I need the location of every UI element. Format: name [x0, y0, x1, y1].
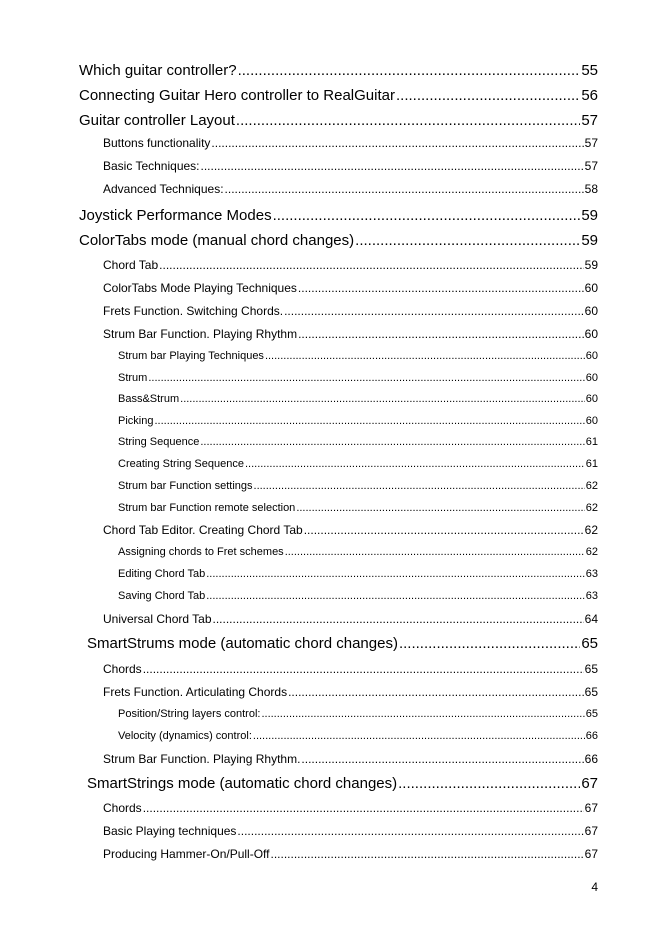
toc-entry-title: Buttons functionality — [103, 136, 211, 150]
toc-entry-title: Assigning chords to Fret schemes — [118, 546, 284, 558]
toc-leader — [298, 281, 584, 295]
toc-entry-title: Which guitar controller? — [79, 62, 237, 79]
toc-entry[interactable] — [118, 590, 598, 602]
toc-entry[interactable] — [103, 801, 598, 815]
toc-leader — [200, 436, 584, 448]
toc-entry-page: 59 — [581, 232, 598, 249]
toc-entry-title: Universal Chord Tab — [103, 612, 212, 626]
toc-entry[interactable] — [103, 752, 598, 766]
toc-entry-title: Position/String layers control: — [118, 708, 261, 720]
toc-entry[interactable] — [118, 393, 598, 405]
toc-leader — [285, 546, 585, 558]
toc-leader — [213, 612, 584, 626]
toc-entry-page: 56 — [581, 87, 598, 104]
toc-entry-title: Advanced Techniques: — [103, 182, 224, 196]
toc-leader — [238, 62, 581, 79]
toc-entry-page: 61 — [585, 436, 598, 448]
toc-entry-title: Strum Bar Function. Playing Rhythm. — [103, 752, 301, 766]
toc-entry[interactable] — [103, 847, 598, 861]
toc-entry-page: 63 — [585, 568, 598, 580]
toc-entry-page: 61 — [585, 458, 598, 470]
toc-entry-page: 57 — [581, 112, 598, 129]
toc-entry[interactable] — [103, 304, 598, 318]
toc-entry[interactable] — [103, 662, 598, 676]
toc-entry-page: 66 — [584, 752, 598, 766]
toc-entry-page: 65 — [584, 685, 598, 699]
toc-entry-page: 60 — [585, 415, 598, 427]
toc-entry-page: 65 — [585, 708, 598, 720]
toc-entry-title: Guitar controller Layout — [79, 112, 235, 129]
toc-entry[interactable] — [103, 824, 598, 838]
toc-entry-title: Chords — [103, 662, 142, 676]
toc-entry[interactable] — [118, 480, 598, 492]
page-number: 4 — [591, 880, 598, 894]
toc-entry-page: 55 — [581, 62, 598, 79]
toc-leader — [399, 635, 580, 652]
toc-entry-title: Creating String Sequence — [118, 458, 244, 470]
toc-leader — [271, 847, 584, 861]
toc-entry[interactable] — [87, 775, 598, 792]
toc-entry-title: Velocity (dynamics) control: — [118, 730, 252, 742]
toc-entry[interactable] — [118, 730, 598, 742]
toc-entry-title: Connecting Guitar Hero controller to RealGuitar — [79, 87, 395, 104]
toc-entry-title: Picking — [118, 415, 154, 427]
toc-entry-title: String Sequence — [118, 436, 200, 448]
toc-entry-page: 60 — [585, 350, 598, 362]
toc-entry[interactable] — [103, 685, 598, 699]
toc-leader — [265, 350, 585, 362]
toc-entry-title: Strum bar Function settings — [118, 480, 253, 492]
toc-entry[interactable] — [118, 458, 598, 470]
toc-entry-title: Basic Playing techniques — [103, 824, 237, 838]
toc-entry-page: 59 — [584, 258, 598, 272]
toc-entry[interactable] — [118, 372, 598, 384]
toc-entry[interactable] — [79, 62, 598, 79]
toc-leader — [201, 159, 584, 173]
toc-entry-title: Producing Hammer-On/Pull-Off — [103, 847, 270, 861]
toc-entry-title: ColorTabs mode (manual chord changes) — [79, 232, 355, 249]
toc-leader — [273, 207, 581, 224]
toc-entry[interactable] — [118, 436, 598, 448]
toc-entry-title: Frets Function. Switching Chords. — [103, 304, 284, 318]
toc-leader — [148, 372, 584, 384]
toc-leader — [225, 182, 584, 196]
toc-leader — [143, 801, 584, 815]
toc-entry-page: 64 — [584, 612, 598, 626]
toc-entry-page: 60 — [585, 372, 598, 384]
toc-entry-page: 62 — [585, 480, 598, 492]
toc-leader — [355, 232, 580, 249]
toc-entry[interactable] — [103, 159, 598, 173]
toc-entry-title: Strum bar Playing Techniques — [118, 350, 264, 362]
toc-entry-page: 57 — [584, 159, 598, 173]
toc-leader — [396, 87, 580, 104]
toc-entry[interactable] — [103, 182, 598, 196]
toc-entry[interactable] — [118, 415, 598, 427]
toc-entry[interactable] — [87, 635, 598, 652]
toc-entry[interactable] — [103, 327, 598, 341]
toc-entry[interactable] — [103, 612, 598, 626]
toc-entry-title: Basic Techniques: — [103, 159, 200, 173]
toc-entry-page: 65 — [584, 662, 598, 676]
toc-leader — [301, 752, 583, 766]
toc-entry[interactable] — [79, 87, 598, 104]
toc-entry-page: 60 — [584, 281, 598, 295]
toc-leader — [211, 136, 583, 150]
toc-leader — [236, 112, 580, 129]
toc-leader — [304, 523, 584, 537]
toc-entry-page: 60 — [585, 393, 598, 405]
toc-entry-page: 67 — [584, 824, 598, 838]
toc-entry-page: 62 — [584, 523, 598, 537]
toc-entry-title: Joystick Performance Modes — [79, 207, 272, 224]
toc-leader — [159, 258, 583, 272]
toc-leader — [206, 568, 585, 580]
toc-entry[interactable] — [103, 523, 598, 537]
toc-leader — [143, 662, 584, 676]
toc-entry-title: Chord Tab Editor. Creating Chord Tab — [103, 523, 303, 537]
toc-entry-page: 57 — [584, 136, 598, 150]
toc-leader — [206, 590, 585, 602]
toc-leader — [180, 393, 585, 405]
toc-entry-title: Strum Bar Function. Playing Rhythm — [103, 327, 298, 341]
toc-entry-page: 62 — [585, 546, 598, 558]
toc-entry-title: Strum bar Function remote selection — [118, 502, 296, 514]
toc-entry-page: 67 — [584, 847, 598, 861]
toc-entry[interactable] — [103, 136, 598, 150]
toc-entry[interactable] — [118, 568, 598, 580]
toc-entry[interactable] — [103, 281, 598, 295]
toc-entry-page: 62 — [585, 502, 598, 514]
toc-entry-title: Saving Chord Tab — [118, 590, 206, 602]
toc-entry-title: SmartStrums mode (automatic chord changes) — [87, 635, 398, 652]
toc-entry-page: 60 — [584, 304, 598, 318]
toc-entry[interactable] — [79, 112, 598, 129]
toc-entry-title: Frets Function. Articulating Chords — [103, 685, 288, 699]
toc-leader — [254, 480, 585, 492]
toc-leader — [398, 775, 580, 792]
toc-entry-title: Bass&Strum — [118, 393, 180, 405]
toc-entry[interactable] — [118, 708, 598, 720]
toc-entry-page: 65 — [581, 635, 598, 652]
toc-leader — [296, 502, 584, 514]
toc-leader — [284, 304, 584, 318]
toc-leader — [298, 327, 584, 341]
toc-entry-page: 66 — [585, 730, 598, 742]
toc-entry-page: 60 — [584, 327, 598, 341]
toc-leader — [154, 415, 584, 427]
toc-entry-title: Chords — [103, 801, 142, 815]
toc-entry[interactable] — [118, 546, 598, 558]
toc-entry[interactable] — [118, 502, 598, 514]
toc-entry[interactable] — [79, 207, 598, 224]
toc-leader — [288, 685, 584, 699]
toc-entry-title: Chord Tab — [103, 258, 159, 272]
toc-entry[interactable] — [118, 350, 598, 362]
toc-leader — [245, 458, 585, 470]
toc-entry-title: Editing Chord Tab — [118, 568, 206, 580]
toc-entry-page: 63 — [585, 590, 598, 602]
toc-leader — [261, 708, 584, 720]
toc-entry[interactable] — [103, 258, 598, 272]
toc-entry-title: Strum — [118, 372, 148, 384]
toc-leader — [253, 730, 585, 742]
toc-entry-page: 58 — [584, 182, 598, 196]
toc-entry[interactable] — [79, 232, 598, 249]
toc-entry-title: ColorTabs Mode Playing Techniques — [103, 281, 297, 295]
toc-leader — [237, 824, 583, 838]
toc-entry-page: 59 — [581, 207, 598, 224]
toc-entry-title: SmartStrings mode (automatic chord changes) — [87, 775, 398, 792]
toc-entry-page: 67 — [581, 775, 598, 792]
toc-entry-page: 67 — [584, 801, 598, 815]
